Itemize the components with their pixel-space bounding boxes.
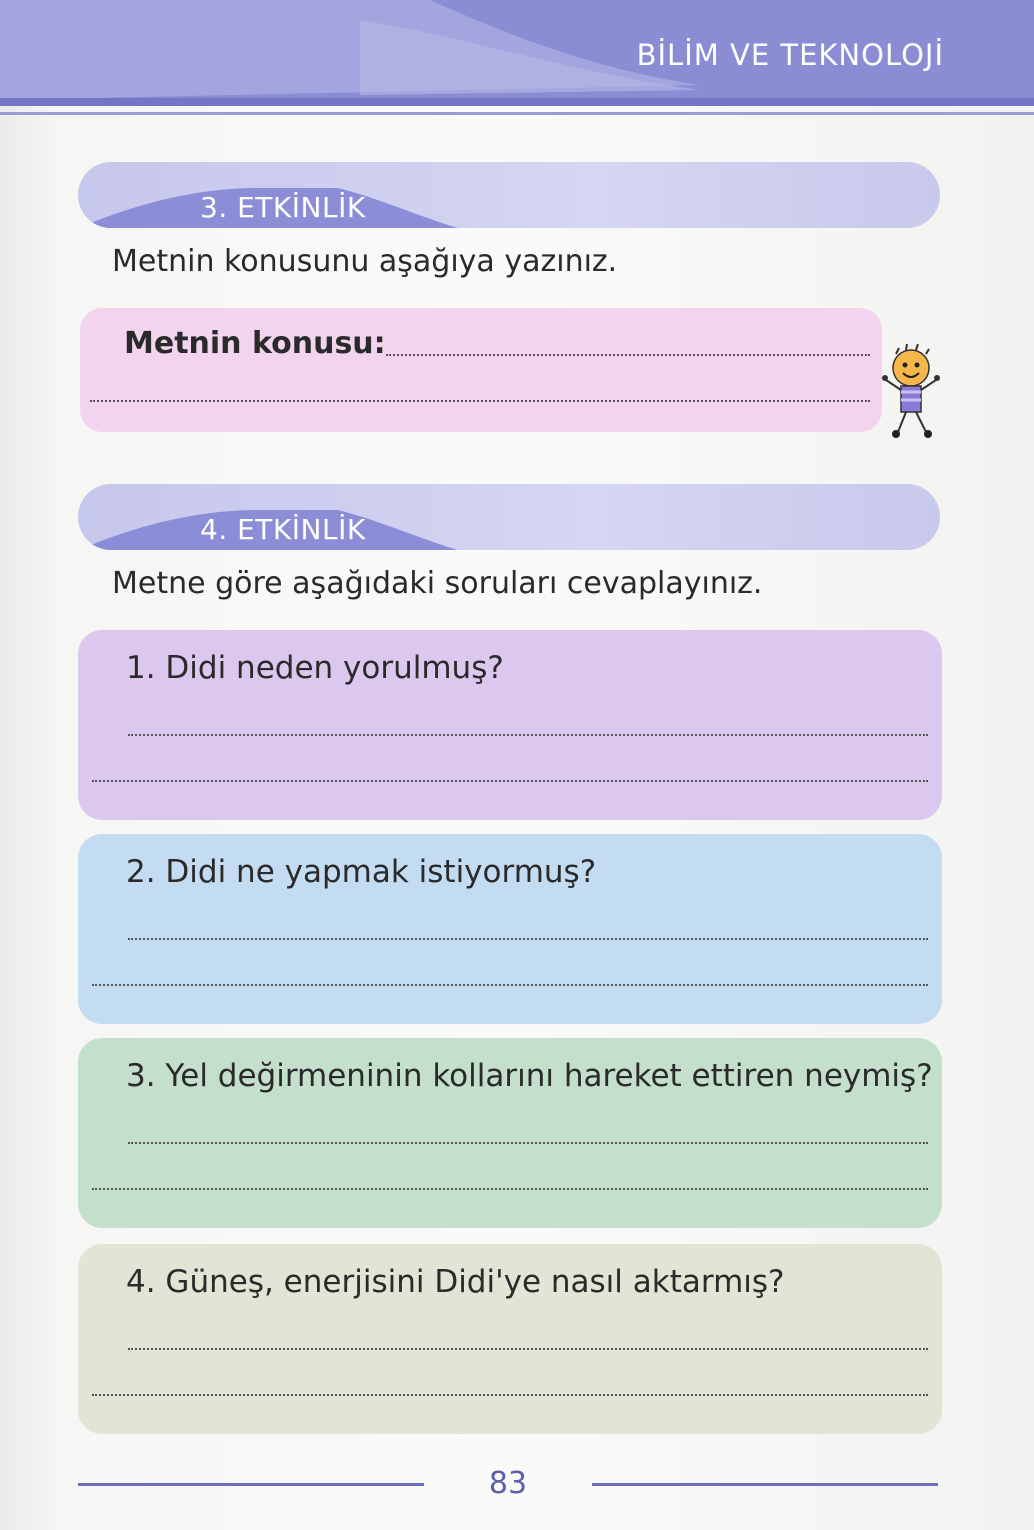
page-number: 83 [488,1466,528,1501]
question-2-answer-line-2[interactable] [92,984,928,986]
question-3-text: 3. Yel değirmeninin kollarını hareket ettiren neymiş? [126,1058,933,1094]
question-1-text: 1. Didi neden yorulmuş? [126,650,504,686]
activity-4-banner [78,484,940,550]
question-3-answer-line-1[interactable] [128,1142,928,1144]
question-4-answer-line-1[interactable] [128,1348,928,1350]
topic-answer-box [80,308,882,432]
question-3-answer-line-2[interactable] [92,1188,928,1190]
question-box-3 [78,1038,942,1228]
activity-3-instruction: Metnin konusunu aşağıya yazınız. [112,244,618,279]
topic-label: Metnin konusu: [124,326,386,361]
question-4-answer-line-2[interactable] [92,1394,928,1396]
activity-3-label: 3. ETKİNLİK [200,191,366,224]
question-2-answer-line-1[interactable] [128,938,928,940]
question-2-text: 2. Didi ne yapmak istiyormuş? [126,854,597,890]
question-box-2 [78,834,942,1024]
question-box-1 [78,630,942,820]
question-4-text: 4. Güneş, enerjisini Didi'ye nasıl aktarmış? [126,1264,785,1300]
question-1-answer-line-1[interactable] [128,734,928,736]
page-header-title: BİLİM VE TEKNOLOJİ [636,38,944,72]
activity-3-banner [78,162,940,228]
topic-answer-line-1[interactable] [386,354,870,356]
activity-4-label: 4. ETKİNLİK [200,513,366,546]
footer-rule-right [592,1483,938,1486]
footer-rule-left [78,1483,424,1486]
page-header [0,0,1034,120]
child-character-icon [876,340,946,440]
question-box-4 [78,1244,942,1434]
activity-4-instruction: Metne göre aşağıdaki soruları cevaplayınız. [112,566,763,601]
question-1-answer-line-2[interactable] [92,780,928,782]
topic-answer-line-2[interactable] [90,400,870,402]
